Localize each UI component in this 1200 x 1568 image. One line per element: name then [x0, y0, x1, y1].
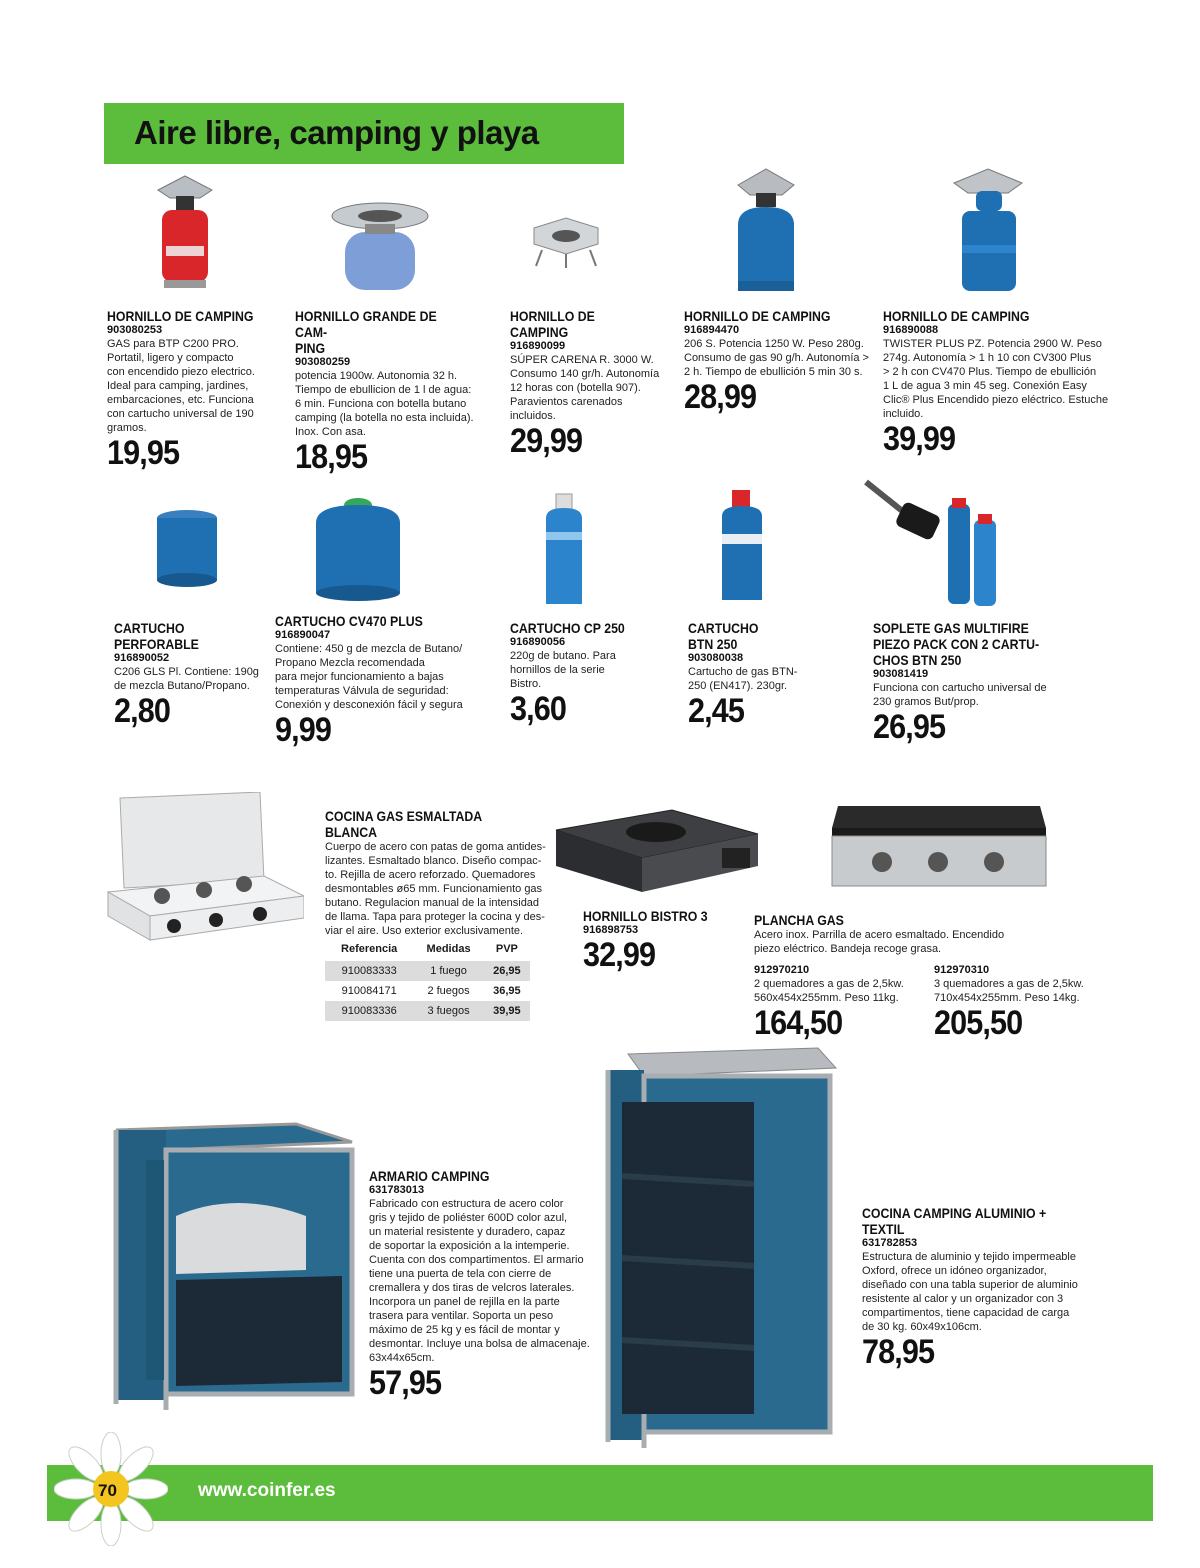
btn250-cartridge-image	[718, 488, 766, 604]
product-description: Acero inox. Parrilla de acero esmaltado. Encendido piezo eléctrico. Bandeja recoge grasa.	[754, 929, 1005, 955]
table-row	[325, 981, 530, 1001]
product-name: HORNILLO BISTRO 3	[583, 908, 708, 924]
product-price: 28,99	[684, 378, 757, 416]
product-price: 3,60	[510, 690, 566, 728]
product-ref: 903080259	[295, 356, 351, 368]
product-ref: 903081419	[873, 668, 929, 680]
product-ref: 631782853	[862, 1237, 918, 1249]
product-name: CARTUCHO PERFORABLE	[114, 620, 199, 652]
product-card-cartucho-perforable	[114, 620, 264, 729]
product-card-plancha-gas	[754, 912, 1074, 956]
table-cell: 910084171	[341, 985, 397, 997]
table-cell: 2 fuegos	[427, 985, 470, 997]
product-description: Estructura de aluminio y tejido impermeable Oxford, ofrece un idóneo organizador, diseñado con una tabla superior de aluminio resistente al calor y un organizador con 3 compartimentos, tiene capacidad de carga de 30 kg. 60x49x106cm.	[862, 1251, 1078, 1333]
product-name: CARTUCHO CP 250	[510, 620, 625, 636]
cocina-gas-price-table	[325, 940, 530, 1021]
plancha-gas-variant-3-burners	[934, 964, 1114, 1041]
table-cell: 39,95	[484, 1001, 530, 1021]
product-price: 164,50	[754, 1004, 843, 1042]
large-camping-stove-image	[325, 198, 435, 294]
product-card-hornillo-bistro3	[583, 908, 743, 973]
table-cell: 36,95	[493, 985, 521, 997]
product-price: 57,95	[369, 1364, 442, 1402]
product-card-hornillo-206	[684, 308, 874, 415]
page-title: Aire libre, camping y playa	[134, 114, 539, 151]
red-camping-stove-image	[150, 172, 220, 292]
product-description: 220g de butano. Para hornillos de la serie Bistro.	[510, 650, 616, 690]
product-ref: 916890099	[510, 340, 566, 352]
product-card-cocina-camping-aluminio	[862, 1205, 1102, 1370]
product-price: 2,80	[114, 692, 170, 730]
table-header: Referencia	[341, 943, 398, 955]
product-ref: 912970210	[754, 964, 810, 976]
product-description: Cartucho de gas BTN- 250 (EN417). 230gr.	[688, 666, 798, 692]
table-cell: 910083333	[325, 961, 413, 981]
bistro3-stove-image	[552, 800, 762, 896]
product-ref: 916890088	[883, 324, 939, 336]
product-ref: 912970310	[934, 964, 990, 976]
multifire-torch-pack-image	[862, 472, 1002, 610]
white-gas-cooker-image	[104, 792, 304, 944]
product-price: 205,50	[934, 1004, 1023, 1042]
product-description: C206 GLS Pl. Contiene: 190g de mezcla Butano/Propano.	[114, 666, 259, 692]
product-name: HORNILLO DE CAMPING	[107, 308, 254, 324]
product-ref: 916890056	[510, 636, 566, 648]
product-card-hornillo-grande	[295, 308, 495, 475]
table-cell: 3 fuegos	[413, 1001, 483, 1021]
product-ref: 916894470	[684, 324, 740, 336]
table-row	[325, 961, 530, 981]
product-card-hornillo-twister	[883, 308, 1113, 457]
product-ref: 916898753	[583, 924, 639, 936]
product-ref: 631783013	[369, 1184, 425, 1196]
product-name: COCINA CAMPING ALUMINIO + TEXTIL	[862, 1205, 1047, 1237]
product-description: Cuerpo de acero con patas de goma antides- lizantes. Esmaltado blanco. Diseño compac- to. Rejilla de acero reforzado. Quemadores desmontables ø65 mm. Funcionamiento gas butano. Regulacion manual de la intensidad de llama. Tapa para proteger la cocina y des- viar el aire. Uso exterior exclusivamente.	[325, 841, 546, 937]
product-price: 26,95	[873, 708, 946, 746]
product-card-armario-camping	[369, 1168, 609, 1401]
product-description: Contiene: 450 g de mezcla de Butano/ Propano Mezcla recomendada para mejor funcionamiento a bajas temperaturas Válvula de seguridad: Conexión y desconexión fácil y segura	[275, 643, 463, 711]
product-ref: 903080253	[107, 324, 163, 336]
product-description: 3 quemadores a gas de 2,5kw. 710x454x255mm. Peso 14kg.	[934, 978, 1084, 1004]
product-price: 29,99	[510, 422, 583, 460]
super-carena-stove-image	[528, 214, 604, 270]
product-card-cocina-gas-esmaltada	[325, 808, 555, 938]
product-name: HORNILLO DE CAMPING	[510, 308, 595, 340]
plancha-gas-variant-2-burners	[754, 964, 924, 1041]
product-ref: 903080038	[688, 652, 744, 664]
product-name: ARMARIO CAMPING	[369, 1168, 490, 1184]
blue-camping-stove-206-image	[728, 165, 804, 295]
gas-griddle-image	[828, 800, 1050, 890]
table-row	[325, 1001, 530, 1021]
product-name: HORNILLO DE CAMPING	[684, 308, 831, 324]
product-description: GAS para BTP C200 PRO. Portatil, ligero y compacto con encendido piezo electrico. Ideal para camping, jardines, embarcaciones, etc. Funciona con cartucho universal de 190 gramos.	[107, 338, 255, 434]
product-price: 9,99	[275, 711, 331, 749]
cp250-cartridge-image	[542, 492, 586, 608]
product-name: PLANCHA GAS	[754, 912, 844, 928]
table-cell: 26,95	[484, 961, 530, 981]
pierceable-cartridge-image	[152, 508, 222, 588]
product-name: HORNILLO GRANDE DE CAM- PING	[295, 308, 437, 356]
page-number: 70	[98, 1481, 117, 1500]
product-price: 32,99	[583, 936, 656, 974]
website-link[interactable]: www.coinfer.es	[198, 1480, 336, 1501]
product-card-cartucho-btn250	[688, 620, 838, 729]
table-header: PVP	[495, 943, 518, 955]
product-card-hornillo-camping-red	[107, 308, 277, 471]
product-name: CARTUCHO BTN 250	[688, 620, 759, 652]
product-card-cartucho-cp250	[510, 620, 660, 727]
aluminium-textile-kitchen-cabinet-image	[598, 1044, 838, 1456]
table-cell: 910083336	[325, 1001, 413, 1021]
product-description: SÚPER CARENA R. 3000 W. Consumo 140 gr/h. Autonomía 12 horas con (botella 907). Paravientos carenados incluidos.	[510, 354, 660, 422]
product-price: 78,95	[862, 1333, 935, 1371]
product-name: CARTUCHO CV470 PLUS	[275, 613, 423, 629]
product-price: 19,95	[107, 434, 180, 472]
product-card-soplete-multifire	[873, 620, 1093, 745]
product-description: 206 S. Potencia 1250 W. Peso 280g. Consumo de gas 90 g/h. Autonomía > 2 h. Tiempo de ebullición 5 min 30 s.	[684, 338, 869, 378]
cv470-cartridge-image	[312, 493, 404, 603]
product-card-hornillo-super-carena	[510, 308, 670, 459]
product-description: potencia 1900w. Autonomia 32 h. Tiempo de ebullicion de 1 l de agua: 6 min. Funciona con botella butano camping (la botella no esta incluida). Inox. Con asa.	[295, 370, 474, 438]
camping-cabinet-image	[106, 1120, 358, 1416]
product-name: SOPLETE GAS MULTIFIRE PIEZO PACK CON 2 CARTU- CHOS BTN 250	[873, 620, 1040, 668]
product-description: Funciona con cartucho universal de 230 gramos But/prop.	[873, 682, 1047, 708]
product-description: TWISTER PLUS PZ. Potencia 2900 W. Peso 274g. Autonomía > 1 h 10 con CV300 Plus > 2 h con CV470 Plus. Tiempo de ebullición 1 L de agua 3 min 45 seg. Conexión Easy Clic® Plus Encendido piezo eléctrico. Estuche incluido.	[883, 338, 1109, 420]
product-card-cartucho-cv470	[275, 613, 475, 748]
product-ref: 916890052	[114, 652, 170, 664]
product-price: 39,99	[883, 420, 956, 458]
product-name: HORNILLO DE CAMPING	[883, 308, 1030, 324]
product-description: Fabricado con estructura de acero color gris y tejido de poliéster 600D color azul, un material resistente y duradero, capaz de soportar la exposición a la intemperie. Cuenta con dos compartimentos. El armario tiene una puerta de tela con cierre de cremallera y dos tiras de velcros laterales. Incorpora un panel de rejilla en la parte trasera para ventilar. Soporta un peso máximo de 25 kg y es fácil de montar y desmontar. Incluye una bolsa de almacenaje. 63x44x65cm.	[369, 1198, 590, 1364]
product-price: 18,95	[295, 438, 368, 476]
product-ref: 916890047	[275, 629, 331, 641]
product-description: 2 quemadores a gas de 2,5kw. 560x454x255mm. Peso 11kg.	[754, 978, 904, 1004]
twister-plus-stove-image	[948, 165, 1028, 293]
table-cell: 1 fuego	[413, 961, 483, 981]
product-price: 2,45	[688, 692, 744, 730]
table-header: Medidas	[426, 943, 471, 955]
product-name: COCINA GAS ESMALTADA BLANCA	[325, 808, 482, 840]
